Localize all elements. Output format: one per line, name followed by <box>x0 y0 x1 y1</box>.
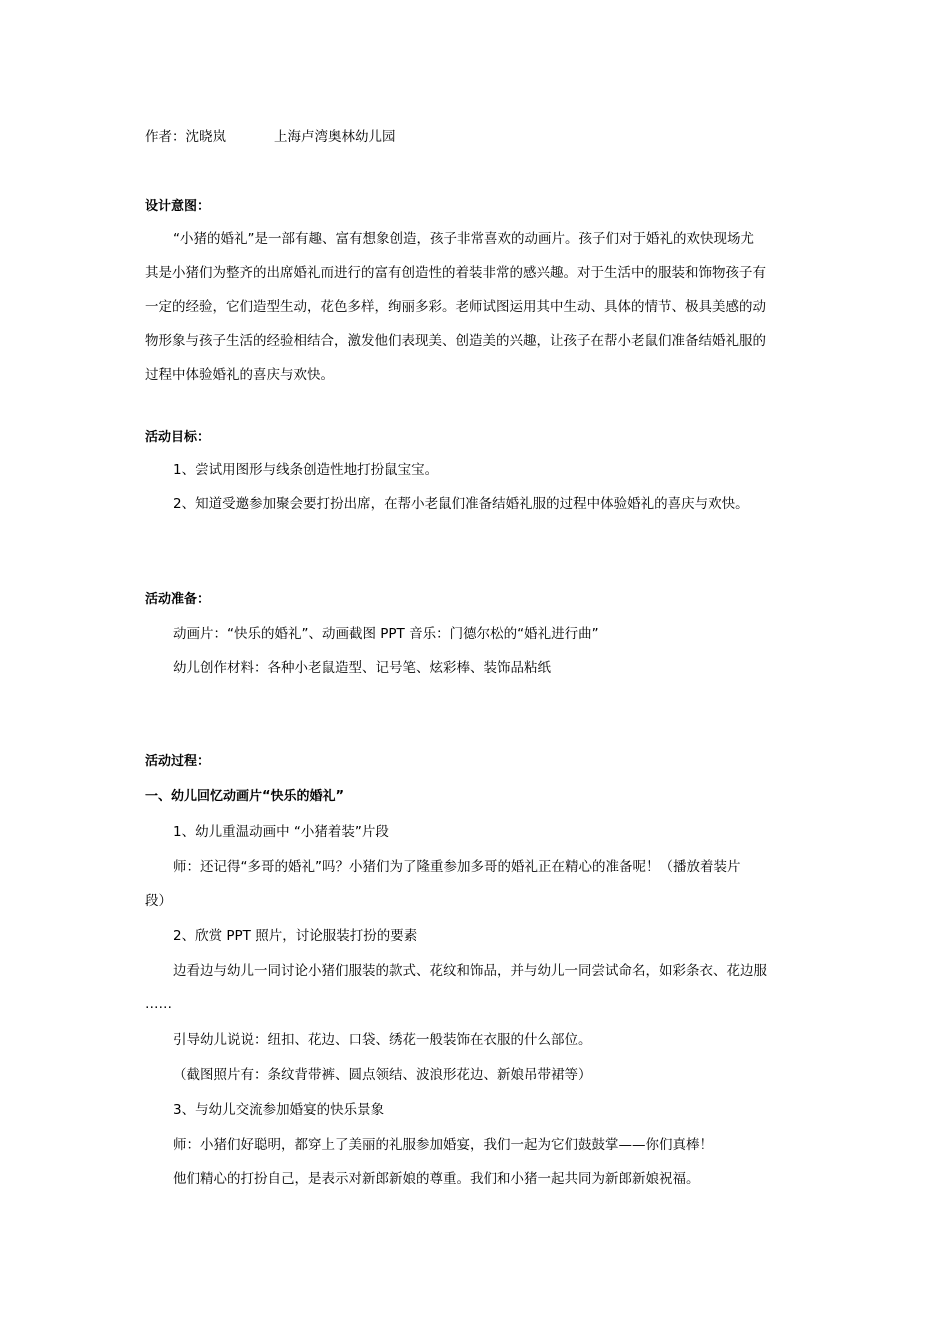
author-school: 上海卢湾奥林幼儿园 <box>274 129 396 145</box>
goal-item: 2、知道受邀参加聚会要打扮出席，在帮小老鼠们准备结婚礼服的过程中体验婚礼的喜庆与欢快。 <box>173 496 749 512</box>
design-intent-line: “小猪的婚礼”是一部有趣、富有想象创造，孩子非常喜欢的动画片。孩子们对于婚礼的欢快现场尤 <box>173 231 754 247</box>
process-line: 师：小猪们好聪明，都穿上了美丽的礼服参加婚宴，我们一起为它们鼓鼓掌——你们真棒！ <box>173 1137 713 1153</box>
author-line <box>145 127 396 147</box>
goals-heading: 活动目标： <box>145 430 211 445</box>
process-line: …… <box>145 996 172 1012</box>
design-intent-line: 过程中体验婚礼的喜庆与欢快。 <box>145 367 334 383</box>
process-line: （截图照片有：条纹背带裤、圆点领结、波浪形花边、新娘吊带裙等） <box>173 1067 592 1083</box>
design-intent-line: 其是小猪们为整齐的出席婚礼而进行的富有创造性的着装非常的感兴趣。对于生活中的服装和饰物孩子有 <box>145 265 766 281</box>
design-intent-line: 一定的经验，它们造型生动，花色多样，绚丽多彩。老师试图运用其中生动、具体的情节、极具美感的动 <box>145 299 766 315</box>
process-section-title: 一、幼儿回忆动画片“快乐的婚礼” <box>145 789 345 804</box>
design-intent-line: 物形象与孩子生活的经验相结合，激发他们表现美、创造美的兴趣，让孩子在帮小老鼠们准备结婚礼服的 <box>145 333 766 349</box>
process-line: 3、与幼儿交流参加婚宴的快乐景象 <box>173 1102 385 1118</box>
process-line: 引导幼儿说说：纽扣、花边、口袋、绣花一般装饰在衣服的什么部位。 <box>173 1032 592 1048</box>
preparation-heading: 活动准备： <box>145 592 211 607</box>
preparation-item: 幼儿创作材料：各种小老鼠造型、记号笔、炫彩棒、装饰品粘纸 <box>173 660 551 676</box>
process-line: 他们精心的打扮自己，是表示对新郎新娘的尊重。我们和小猪一起共同为新郎新娘祝福。 <box>173 1171 700 1187</box>
preparation-item: 动画片：“快乐的婚礼”、动画截图 PPT 音乐：门德尔松的“婚礼进行曲” <box>173 626 599 642</box>
process-line: 段） <box>145 893 172 909</box>
author-name: 作者：沈晓岚 <box>145 129 226 145</box>
process-line: 2、欣赏 PPT 照片，讨论服装打扮的要素 <box>173 928 418 944</box>
process-line: 师：还记得“多哥的婚礼”吗？小猪们为了隆重参加多哥的婚礼正在精心的准备呢！（播放着装片 <box>173 859 741 875</box>
process-heading: 活动过程： <box>145 754 211 769</box>
process-line: 边看边与幼儿一同讨论小猪们服装的款式、花纹和饰品，并与幼儿一同尝试命名，如彩条衣、花边服 <box>173 963 767 979</box>
goal-item: 1、尝试用图形与线条创造性地打扮鼠宝宝。 <box>173 462 439 478</box>
design-intent-heading: 设计意图： <box>145 199 211 214</box>
process-line: 1、幼儿重温动画中 “小猪着装”片段 <box>173 824 389 840</box>
